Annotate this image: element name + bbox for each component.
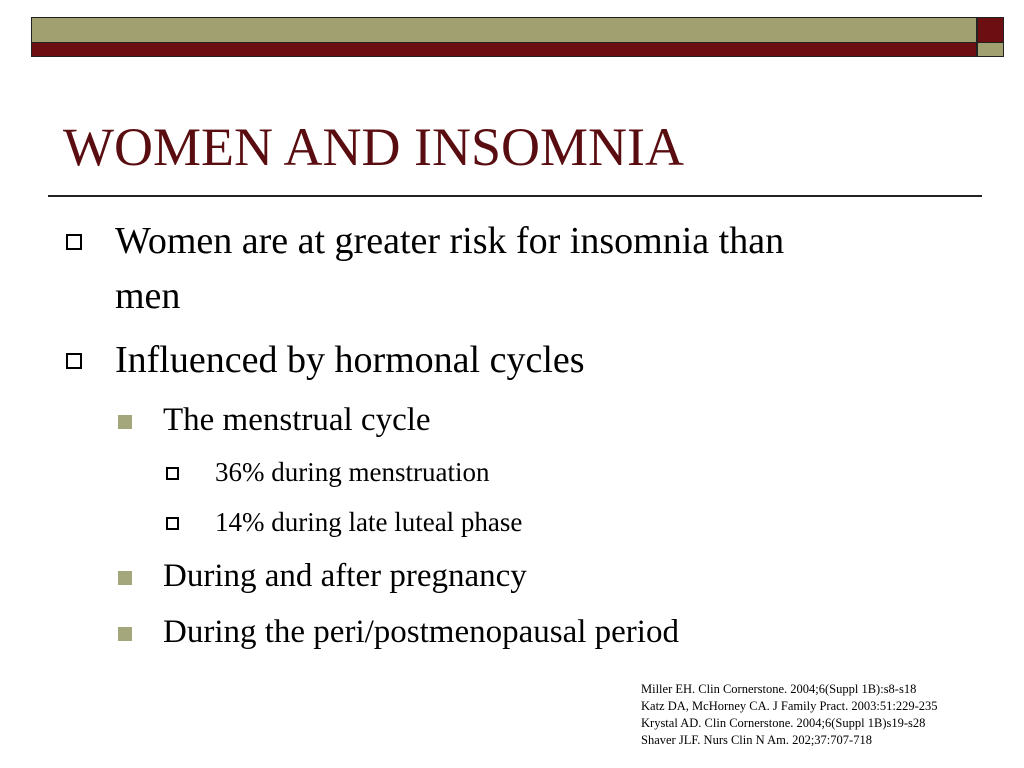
header-band (31, 17, 977, 57)
sub-bullet-text: The menstrual cycle (163, 402, 431, 438)
bullet-text-line: Women are at greater risk for insomnia than (115, 220, 785, 262)
bullet-text-line: men (115, 275, 181, 317)
sub-bullet-text: During the peri/postmenopausal period (163, 614, 679, 650)
header-corner-block (977, 17, 1004, 57)
reference-line: Katz DA, McHorney CA. J Family Pract. 2003:51:229-235 (641, 699, 938, 713)
slide-title: WOMEN AND INSOMNIA (63, 117, 684, 177)
bullet-text: Influenced by hormonal cycles (115, 339, 585, 381)
title-divider (48, 195, 982, 197)
reference-line: Shaver JLF. Nurs Clin N Am. 202;37:707-718 (641, 733, 872, 747)
sub-sub-bullet-text: 36% during menstruation (215, 457, 490, 487)
reference-line: Miller EH. Clin Cornerstone. 2004;6(Suppl 1B):s8-s18 (641, 682, 917, 696)
header-band-maroon-stripe (32, 43, 976, 56)
filled-square-icon (118, 415, 132, 429)
hollow-square-icon (66, 234, 82, 250)
reference-line: Krystal AD. Clin Cornerstone. 2004;6(Suppl 1B)s19-s28 (641, 716, 926, 730)
references-block (641, 681, 938, 749)
header-corner-olive (978, 43, 1003, 56)
filled-square-icon (118, 571, 132, 585)
filled-square-icon (118, 627, 132, 641)
hollow-square-icon (166, 517, 179, 530)
hollow-square-icon (66, 353, 82, 369)
hollow-square-icon (166, 467, 179, 480)
sub-bullet-text: During and after pregnancy (163, 558, 527, 594)
header-band-olive-stripe (32, 18, 976, 43)
sub-sub-bullet-text: 14% during late luteal phase (215, 507, 523, 537)
header-corner-maroon (978, 18, 1003, 43)
